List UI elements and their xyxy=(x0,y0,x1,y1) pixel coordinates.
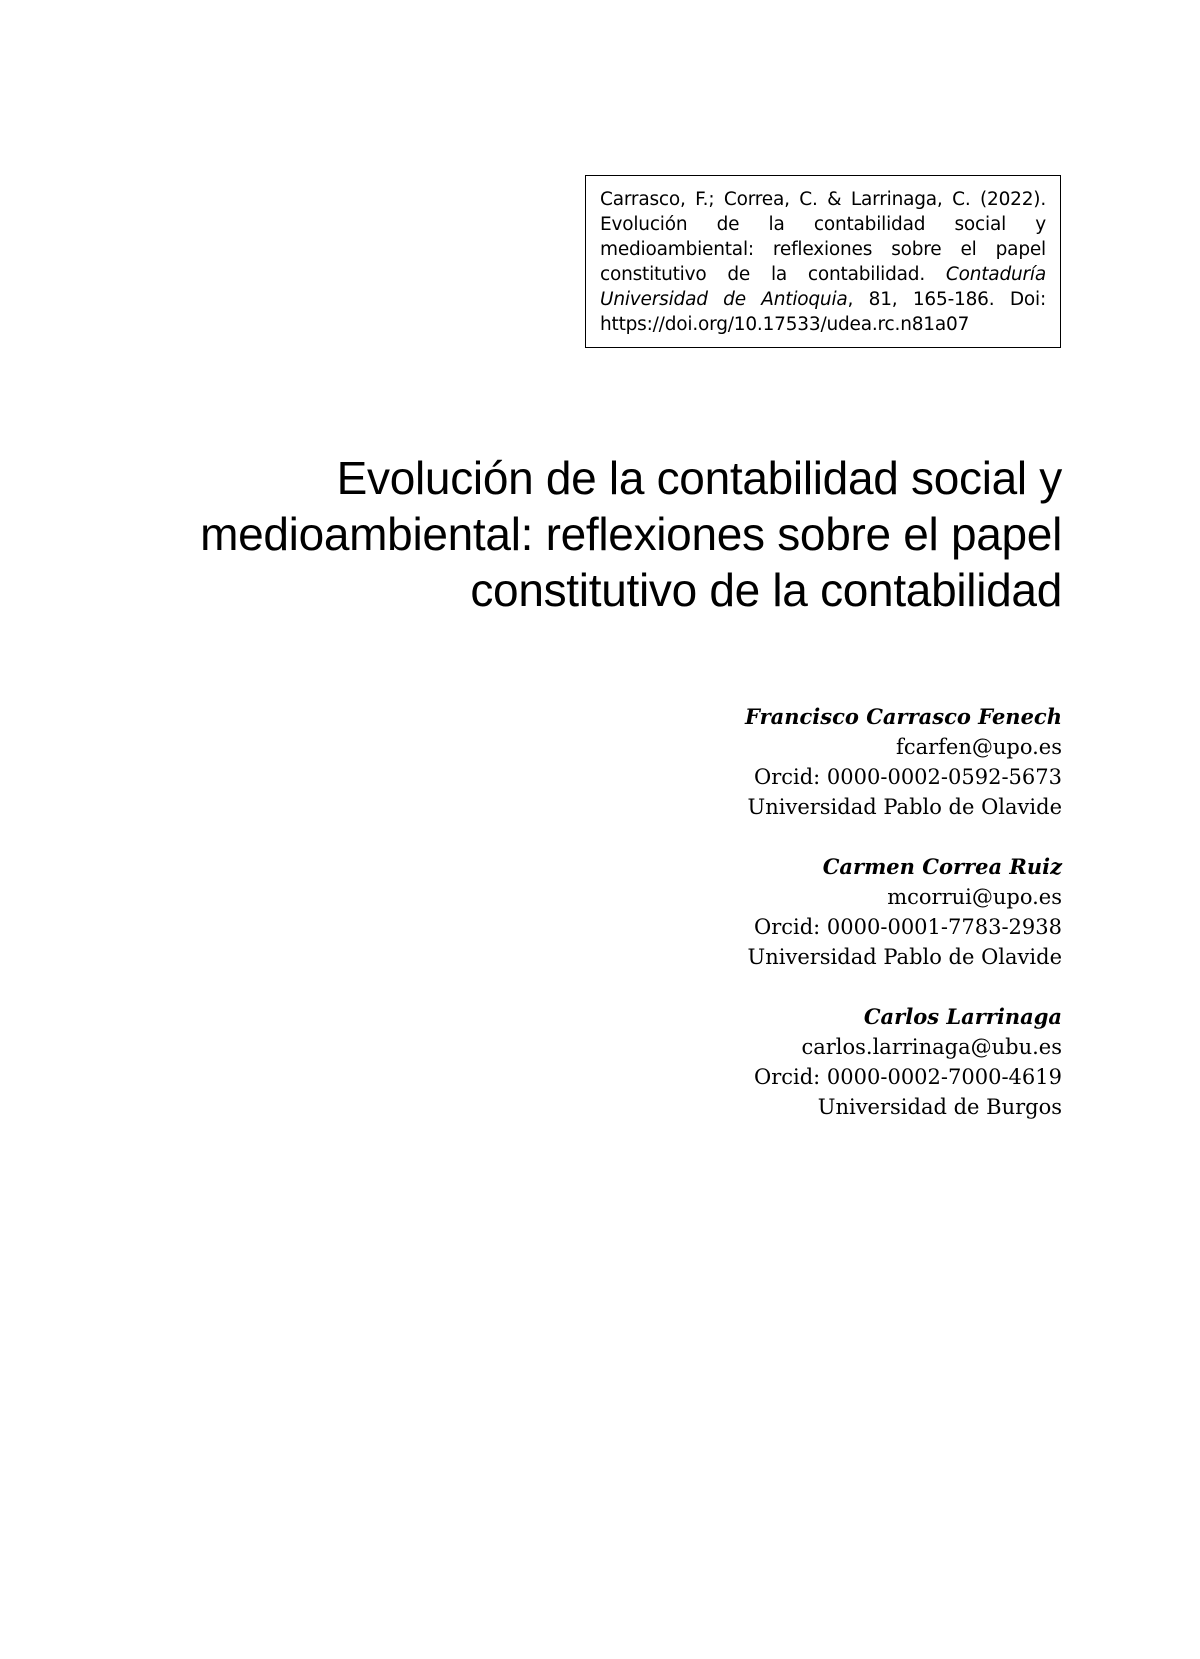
author-affiliation: Universidad de Burgos xyxy=(817,1095,1062,1119)
author-affiliation: Universidad Pablo de Olavide xyxy=(747,795,1062,819)
citation-journal: Contaduría Universidad de Antioquia xyxy=(600,264,1046,310)
author-email[interactable]: mcorrui@upo.es xyxy=(887,885,1062,909)
author-list xyxy=(560,702,1062,1152)
citation-details: , 81, 165-186. Doi: https://doi.org/10.17533/udea.rc.n81a07 xyxy=(600,289,1046,335)
author-name: Francisco Carrasco Fenech xyxy=(745,704,1062,729)
author-orcid: Orcid: 0000-0002-7000-4619 xyxy=(754,1065,1062,1089)
author-name: Carlos Larrinaga xyxy=(863,1004,1062,1029)
author-affiliation: Universidad Pablo de Olavide xyxy=(747,945,1062,969)
author-name: Carmen Correa Ruiz xyxy=(822,854,1062,879)
author-email[interactable]: fcarfen@upo.es xyxy=(896,735,1062,759)
citation-text: Carrasco, F.; Correa, C. & Larrinaga, C. (2022). Evolución de la contabilidad social y medioambiental: reflexiones sobre el papel constitutivo de la contabilidad. xyxy=(600,189,1046,285)
citation-box xyxy=(585,175,1061,348)
author-email[interactable]: carlos.larrinaga@ubu.es xyxy=(801,1035,1062,1059)
author-block xyxy=(560,852,1062,972)
author-orcid: Orcid: 0000-0001-7783-2938 xyxy=(754,915,1062,939)
author-block xyxy=(560,702,1062,822)
article-title: Evolución de la contabilidad social y medioambiental: reflexiones sobre el papel constitutivo de la contabilidad xyxy=(200,452,1062,616)
author-orcid: Orcid: 0000-0002-0592-5673 xyxy=(754,765,1062,789)
author-block xyxy=(560,1002,1062,1122)
